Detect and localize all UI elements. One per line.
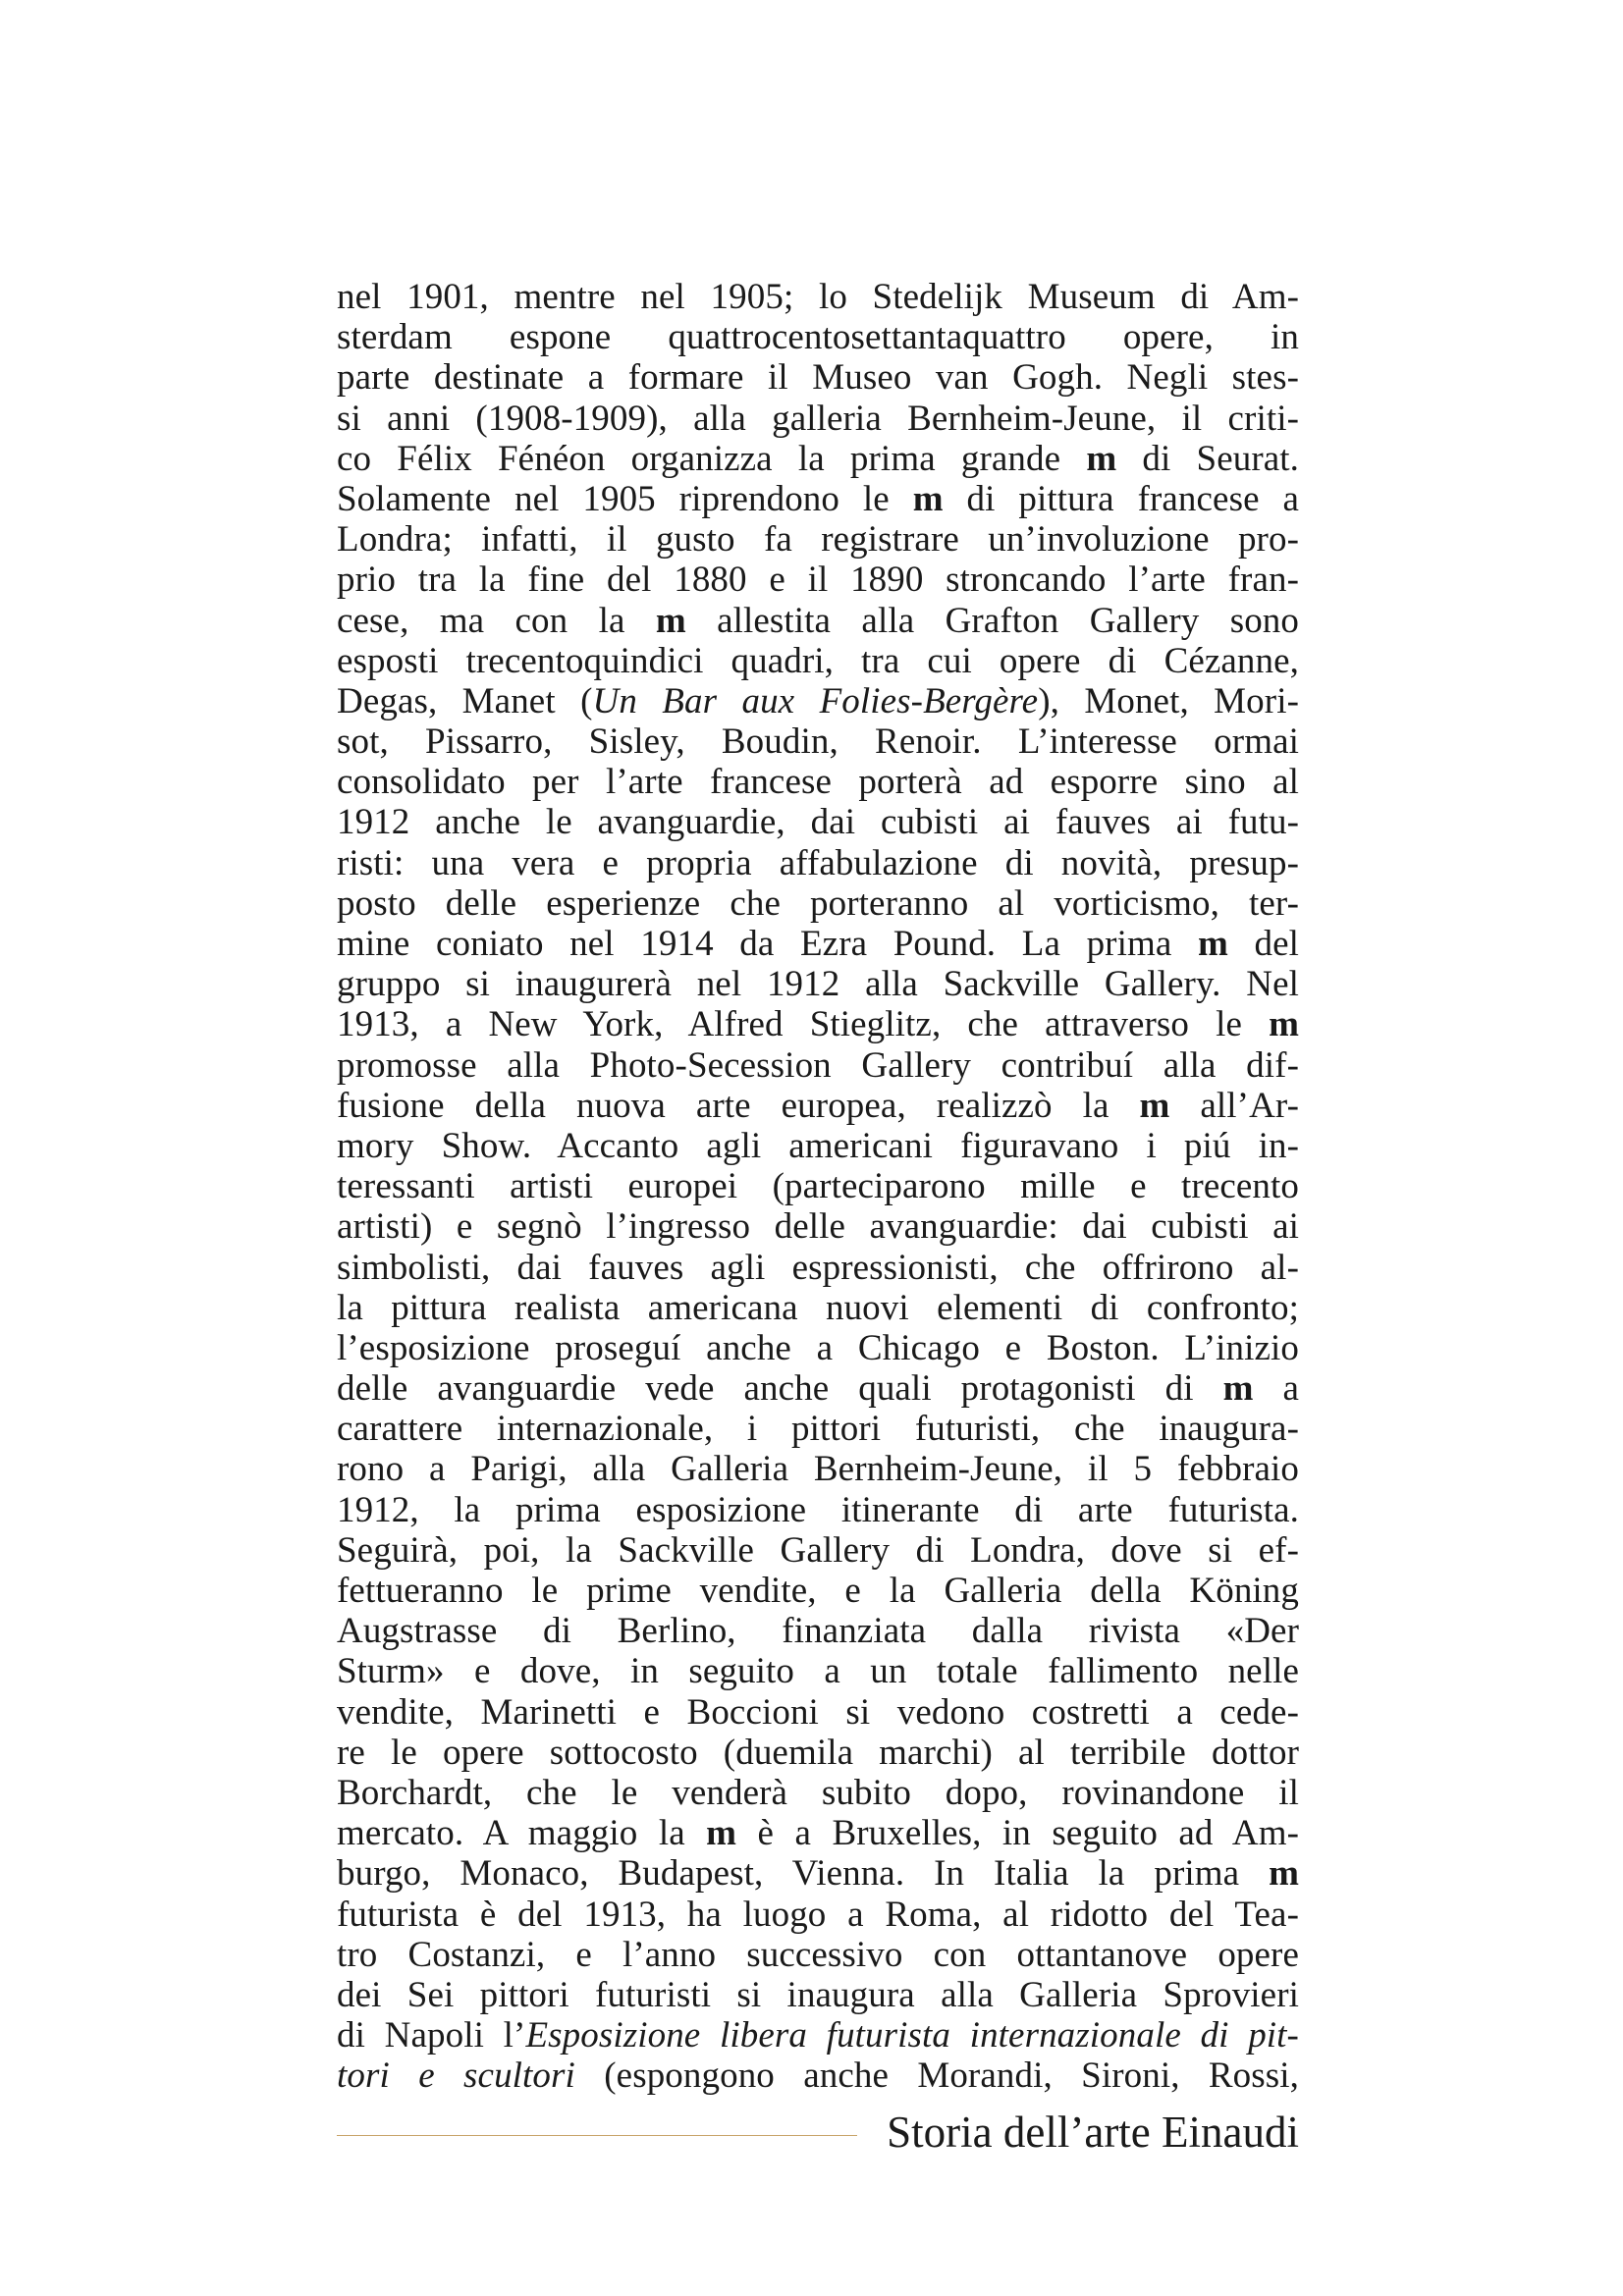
text-line: Solamente nel 1905 riprendono le m di pittura francese a xyxy=(337,478,1300,519)
text-line: burgo, Monaco, Budapest, Vienna. In Italia la prima m xyxy=(337,1853,1299,1895)
text-line: artisti) e segnò l’ingresso delle avanguardie: dai cubisti ai xyxy=(337,1206,1299,1248)
body-text xyxy=(337,277,1299,2096)
text-line: simbolisti, dai fauves agli espressionisti, che offrirono al- xyxy=(337,1247,1299,1288)
text-line: rono a Parigi, alla Galleria Bernheim-Jeune, il 5 febbraio xyxy=(337,1449,1299,1490)
text-line: Augstrasse di Berlino, finanziata dalla rivista «Der xyxy=(337,1611,1299,1652)
text-line: sot, Pissarro, Sisley, Boudin, Renoir. L’interesse ormai xyxy=(337,721,1299,763)
text-line: mercato. A maggio la m è a Bruxelles, in seguito ad Am- xyxy=(337,1813,1300,1854)
text-line: teressanti artisti europei (parteciparono mille e trecento xyxy=(337,1166,1299,1207)
text-line: futurista è del 1913, ha luogo a Roma, al ridotto del Tea- xyxy=(337,1894,1299,1935)
page-footer xyxy=(337,2103,1299,2162)
text-line: consolidato per l’arte francese porterà ad esporre sino al xyxy=(337,762,1299,803)
text-line: co Félix Fénéon organizza la prima grande m di Seurat. xyxy=(337,438,1300,479)
text-line: si anni (1908-1909), alla galleria Bernheim-Jeune, il criti- xyxy=(337,398,1299,439)
text-line: re le opere sottocosto (duemila marchi) al terribile dottor xyxy=(337,1732,1299,1773)
text-line: nel 1901, mentre nel 1905; lo Stedelijk Museum di Am- xyxy=(337,277,1299,317)
footer-rule xyxy=(337,2135,857,2136)
text-line: Degas, Manet (Un Bar aux Folies-Bergère), Monet, Mori- xyxy=(337,680,1299,721)
text-line: tori e scultori (espongono anche Morandi, Sironi, Rossi, xyxy=(337,2056,1299,2097)
text-line: 1912, la prima esposizione itinerante di arte futurista. xyxy=(337,1489,1299,1530)
text-line: prio tra la fine del 1880 e il 1890 stroncando l’arte fran- xyxy=(337,560,1299,601)
text-line: Londra; infatti, il gusto fa registrare un’involuzione pro- xyxy=(337,519,1299,561)
text-line: 1913, a New York, Alfred Stieglitz, che attraverso le m xyxy=(337,1004,1299,1045)
text-line: dei Sei pittori futuristi si inaugura alla Galleria Sprovieri xyxy=(337,1974,1299,2015)
text-line: cese, ma con la m allestita alla Grafton Gallery sono xyxy=(337,600,1299,641)
text-line: gruppo si inaugurerà nel 1912 alla Sackville Gallery. Nel xyxy=(337,964,1299,1005)
text-line: mory Show. Accanto agli americani figuravano i piú in- xyxy=(337,1125,1299,1166)
text-line: esposti trecentoquindici quadri, tra cui opere di Cézanne, xyxy=(337,640,1299,681)
text-line: promosse alla Photo-Secession Gallery contribuí alla dif- xyxy=(337,1044,1299,1086)
text-line: fusione della nuova arte europea, realizzò la m all’Ar- xyxy=(337,1085,1299,1126)
text-line: Seguirà, poi, la Sackville Gallery di Londra, dove si ef- xyxy=(337,1529,1299,1571)
text-line: vendite, Marinetti e Boccioni si vedono costretti a cede- xyxy=(337,1691,1299,1733)
text-line: carattere internazionale, i pittori futuristi, che inaugura- xyxy=(337,1409,1299,1450)
text-line: fettueranno le prime vendite, e la Galleria della Köning xyxy=(337,1571,1299,1611)
text-line: 1912 anche le avanguardie, dai cubisti ai fauves ai futu- xyxy=(337,802,1299,843)
text-line: mine coniato nel 1914 da Ezra Pound. La prima m del xyxy=(337,924,1299,964)
text-line: delle avanguardie vede anche quali protagonisti di m a xyxy=(337,1368,1299,1410)
text-line: la pittura realista americana nuovi elementi di confronto; xyxy=(337,1287,1299,1328)
text-line: tro Costanzi, e l’anno successivo con ottantanove opere xyxy=(337,1934,1299,1975)
text-line: Sturm» e dove, in seguito a un totale fallimento nelle xyxy=(337,1651,1299,1692)
text-line: l’esposizione proseguí anche a Chicago e Boston. L’inizio xyxy=(337,1327,1299,1368)
text-line: risti: una vera e propria affabulazione di novità, presup- xyxy=(337,842,1299,883)
text-line: Borchardt, che le venderà subito dopo, rovinandone il xyxy=(337,1772,1299,1813)
text-line: posto delle esperienze che porteranno al vorticismo, ter- xyxy=(337,882,1299,924)
footer-title: Storia dell’arte Einaudi xyxy=(887,2108,1299,2157)
text-line: di Napoli l’Esposizione libera futurista internazionale di pit- xyxy=(337,2015,1299,2056)
text-line: parte destinate a formare il Museo van Gogh. Negli stes- xyxy=(337,357,1299,399)
text-line: sterdam espone quattrocentosettantaquattro opere, in xyxy=(337,317,1299,358)
